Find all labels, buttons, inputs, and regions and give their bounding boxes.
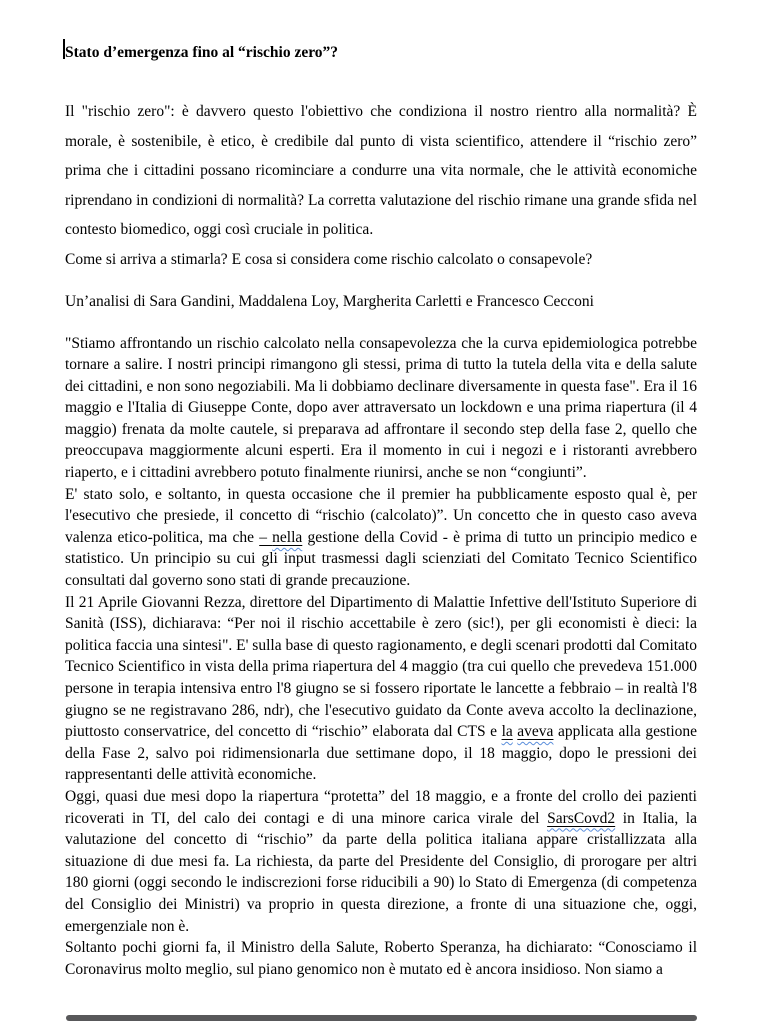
paragraph-body[interactable]: E' stato solo, e soltanto, in questa occasione che il premier ha pubblicamente esposto qual è, per l'esecutivo che presiede, il concetto di “rischio (calcolato)”. Un concetto che in questo caso aveva valenza etico-politica, ma che – nella gestione della Covid - è prima di tutto un principio medico e statistico. Un principio su cui gli input trasmessi dagli scienziati del Comitato Tecnico Scientifico consultati dal governo sono stati di grande precauzione. xyxy=(65,485,697,590)
paragraph-body[interactable]: Il 21 Aprile Giovanni Rezza, direttore del Dipartimento di Malattie Infettive dell'Istituto Superiore di Sanità (ISS), dichiarava: “Per noi il rischio accettabile è zero (sic!), per gli economisti è dieci: la politica faccia una sintesi". E' sulla base di questo ragionamento, e degli scenari prodotti dal Comitato Tecnico Scientifico in vista della prima riapertura del 4 maggio (tra cui quello che prevedeva 151.000 persone in terapia intensiva entro l'8 giugno se si fossero riportate le lancette a febbraio – in realtà l'8 giugno se ne registravano 286, ndr), che l'esecutivo guidato da Conte aveva accolto la declinazione, piuttosto conservatrice, del concetto di “rischio” elaborata dal CTS e la aveva applicata alla gestione della Fase 2, salvo poi ridimensionarla due settimane dopo, il 18 maggio, dopo le pressioni dei rappresentanti delle attività economiche. xyxy=(65,593,698,784)
paragraph-body[interactable]: Oggi, quasi due mesi dopo la riapertura “protetta” del 18 maggio, e a fronte del crollo dei pazienti ricoverati in TI, del calo dei contagi e di una minore carica virale del SarsCovd2 in Italia, la valutazione del concetto di “rischio” da parte della politica italiana appare cristallizzata alla situazione di due mesi fa. La richiesta, da parte del Presidente del Consiglio, di prorogare per altri 180 giorni (oggi secondo le indiscrezioni forse riducibili a 90) lo Stato di Emergenza (di competenza del Consiglio dei Ministri) va proprio in questa direzione, a fronte di una situazione che, oggi, emergenziale non è. xyxy=(65,787,697,935)
horizontal-scrollbar-thumb[interactable] xyxy=(66,1015,697,1021)
document-text xyxy=(65,38,697,980)
paragraph-body[interactable]: Soltanto pochi giorni fa, il Ministro della Salute, Roberto Speranza, ha dichiarato: “Conosciamo il Coronavirus molto meglio, sul piano genomico non è mutato ed è ancora insidioso. Non siamo a xyxy=(65,939,697,978)
spellcheck-squiggle: nella xyxy=(272,528,303,546)
spellcheck-squiggle: SarsCovd2 xyxy=(547,809,616,827)
spellcheck-squiggle: aveva xyxy=(517,723,554,741)
inserted-text: – xyxy=(259,528,273,546)
paragraph-byline[interactable]: Un’analisi di Sara Gandini, Maddalena Loy, Margherita Carletti e Francesco Cecconi xyxy=(65,293,594,310)
paragraph-body[interactable]: "Stiamo affrontando un rischio calcolato nella consapevolezza che la curva epidemiologica potrebbe tornare a salire. I nostri principi rimangono gli stessi, prima di tutto la tutela della vita e della salute dei cittadini, e non sono negoziabili. Ma li dobbiamo declinare diversamente in questa fase". Era il 16 maggio e l'Italia di Giuseppe Conte, dopo aver attraversato un lockdown e una prima riapertura (il 4 maggio) frenata da molte cautele, si preparava ad affrontare il secondo step della fase 2, quello che preoccupava maggiormente alcuni esperti. Era il momento in cui i negozi e i ristoranti avrebbero riaperto, e i cittadini avrebbero potuto finalmente riunirsi, anche se non “congiunti”. xyxy=(65,334,697,482)
document-title[interactable]: Stato d’emergenza fino al “rischio zero”? xyxy=(65,44,339,61)
paragraph-intro[interactable]: Il "rischio zero": è davvero questo l'obiettivo che condiziona il nostro rientro alla normalità? È morale, è sostenibile, è etico, è credibile dal punto di vista scientifico, attendere il “rischio zero” prima che i cittadini possano ricominciare a condurre una vita normale, che le attività economiche riprendano in condizioni di normalità? La corretta valutazione del rischio rimane una grande sfida nel contesto biomedico, oggi così cruciale in politica. xyxy=(65,103,697,238)
spellcheck-squiggle: la xyxy=(501,723,513,741)
paragraph-question[interactable]: Come si arriva a stimarla? E cosa si considera come rischio calcolato o consapevole? xyxy=(65,250,593,268)
